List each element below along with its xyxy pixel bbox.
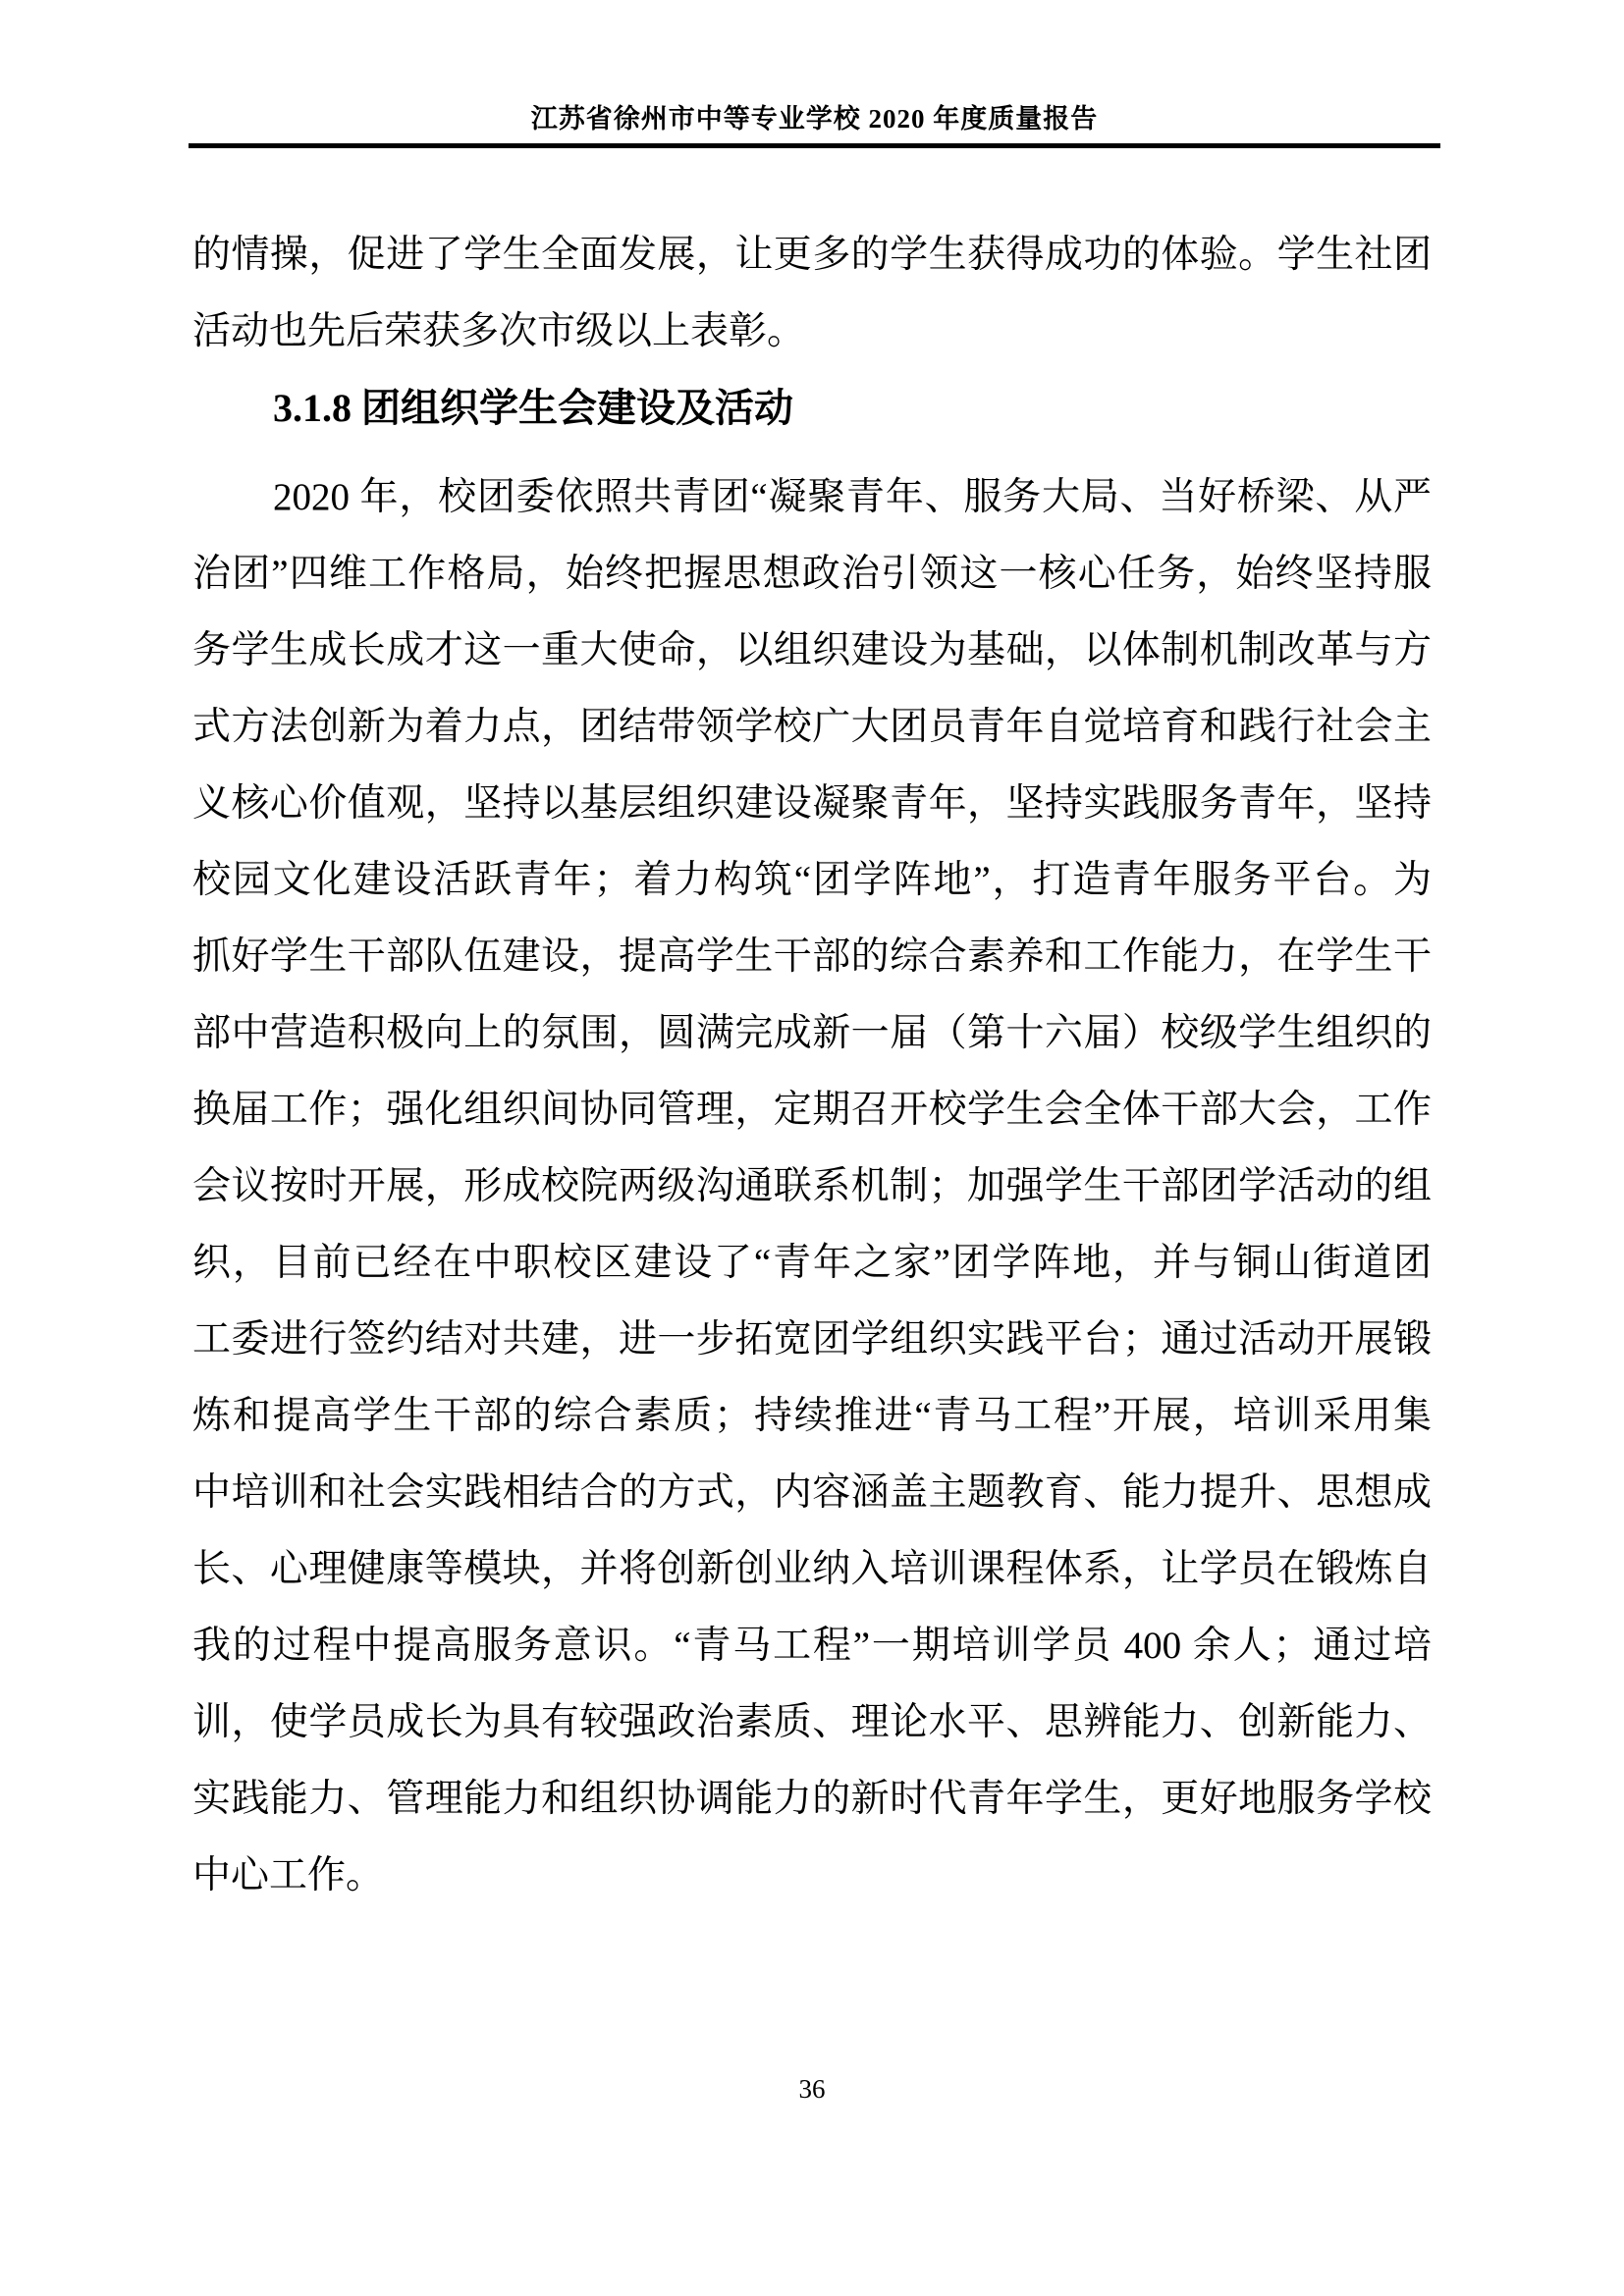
body-line: 校园文化建设活跃青年；着力构筑“团学阵地”，打造青年服务平台。为 — [192, 859, 1432, 901]
body-line: 的情操，促进了学生全面发展，让更多的学生获得成功的体验。学生社团 — [192, 234, 1432, 276]
body-line: 义核心价值观，坚持以基层组织建设凝聚青年，坚持实践服务青年，坚持 — [192, 782, 1432, 825]
body-line: 中心工作。 — [192, 1854, 385, 1896]
body-line: 实践能力、管理能力和组织协调能力的新时代青年学生，更好地服务学校 — [192, 1778, 1432, 1820]
body-line: 式方法创新为着力点，团结带领学校广大团员青年自觉培育和践行社会主 — [192, 706, 1432, 748]
body-line: 工委进行签约结对共建，进一步拓宽团学组织实践平台；通过活动开展锻 — [192, 1318, 1432, 1361]
page-number: 36 — [798, 2074, 826, 2104]
body-line: 中培训和社会实践相结合的方式，内容涵盖主题教育、能力提升、思想成 — [192, 1471, 1432, 1514]
body-line: 会议按时开展，形成校院两级沟通联系机制；加强学生干部团学活动的组 — [192, 1165, 1432, 1207]
document-body — [192, 217, 1432, 1914]
body-line: 换届工作；强化组织间协同管理，定期召开校学生会全体干部大会，工作 — [192, 1089, 1432, 1131]
body-line: 活动也先后荣获多次市级以上表彰。 — [192, 310, 806, 352]
body-line: 2020 年，校团委依照共青团“凝聚青年、服务大局、当好桥梁、从严 — [273, 476, 1432, 518]
header-title: 江苏省徐州市中等专业学校 2020 年度质量报告 — [530, 104, 1099, 133]
body-line: 我的过程中提高服务意识。“青马工程”一期培训学员 400 余人；通过培 — [192, 1625, 1432, 1667]
body-line: 务学生成长成才这一重大使命，以组织建设为基础，以体制机制改革与方 — [192, 629, 1432, 671]
body-line: 部中营造积极向上的氛围，圆满完成新一届（第十六届）校级学生组织的 — [192, 1012, 1432, 1054]
body-line: 训，使学员成长为具有较强政治素质、理论水平、思辨能力、创新能力、 — [192, 1701, 1432, 1743]
body-line: 抓好学生干部队伍建设，提高学生干部的综合素养和工作能力，在学生干 — [192, 935, 1432, 978]
body-line: 炼和提高学生干部的综合素质；持续推进“青马工程”开展，培训采用集 — [192, 1395, 1432, 1437]
body-line: 治团”四维工作格局，始终把握思想政治引领这一核心任务，始终坚持服 — [192, 553, 1432, 595]
section-heading: 3.1.8 团组织学生会建设及活动 — [273, 386, 793, 430]
page-header — [189, 102, 1440, 148]
body-line: 织，目前已经在中职校区建设了“青年之家”团学阵地，并与铜山街道团 — [192, 1242, 1432, 1284]
page-footer — [0, 2073, 1624, 2105]
body-line: 长、心理健康等模块，并将创新创业纳入培训课程体系，让学员在锻炼自 — [192, 1548, 1432, 1590]
